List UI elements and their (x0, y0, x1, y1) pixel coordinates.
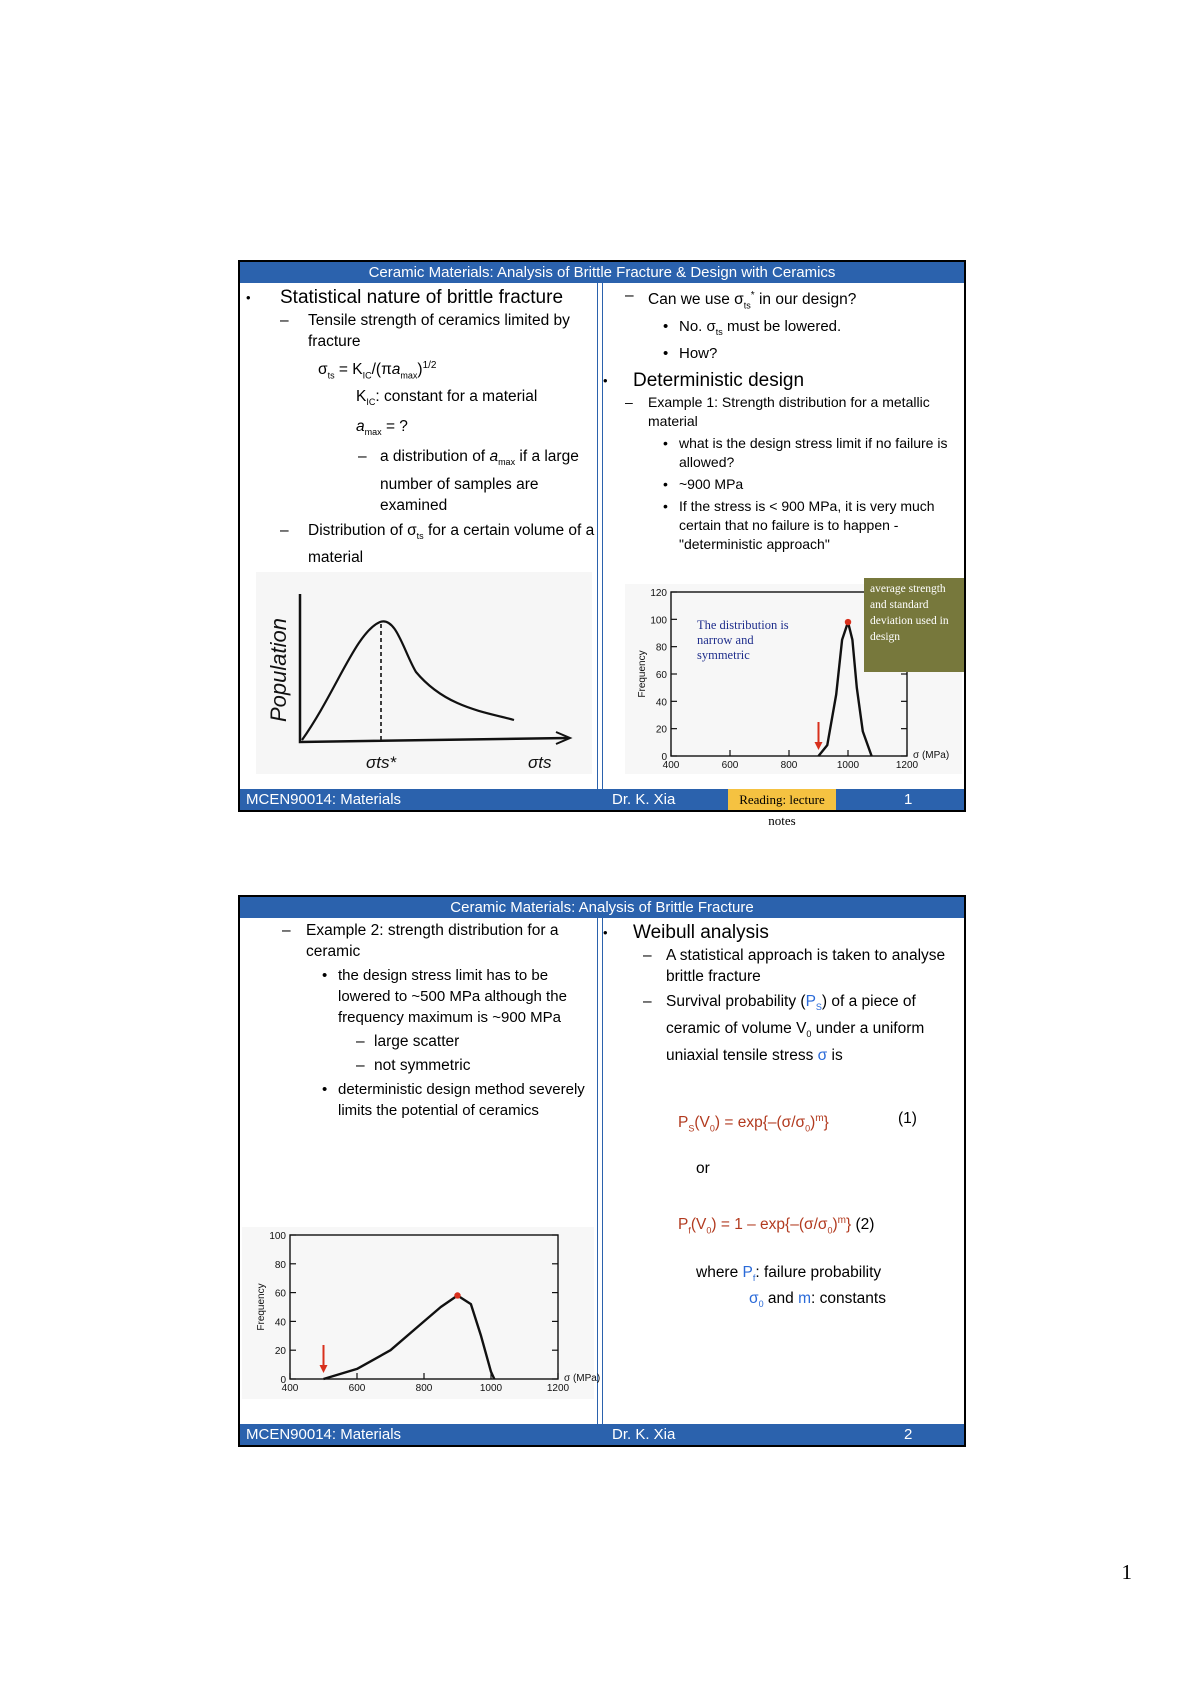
population-sketch (256, 572, 592, 774)
x-axis-label: σ (MPa) (913, 750, 950, 761)
footer-slide-number: 2 (904, 1426, 913, 1443)
peak-marker (454, 1292, 460, 1298)
y-tick-label: 120 (650, 588, 667, 599)
certainty-line: • If the stress is < 900 MPa, it is very much certain that no failure is to happen - "deterministic approach" (663, 498, 935, 553)
y-tick-label: 0 (280, 1375, 286, 1386)
no-line: • No. $\sigma_{ts}$ must be lowered. (663, 318, 842, 338)
y-axis-label: Frequency (256, 1283, 267, 1331)
peak-marker (845, 619, 851, 625)
x-tick-label: 1000 (836, 760, 860, 771)
where-line: where $P_f$: failure probability (696, 1264, 882, 1284)
footer-course: MCEN90014: Materials (246, 1426, 402, 1443)
design-limit-line: • the design stress limit has to be lowered to ~500 MPa although the frequency maximum is ~900 MPa (322, 967, 567, 1026)
sketch-x2-label: σts (528, 753, 552, 772)
slide-footer (240, 789, 964, 828)
chart-note: The distribution is narrow and symmetric (697, 618, 789, 662)
y-tick-label: 20 (274, 1346, 286, 1358)
design-limit-line: • what is the design stress limit if no failure is allowed? (663, 435, 948, 471)
footer-author: Dr. K. Xia (612, 1426, 676, 1443)
distribution-line: – a distribution of $a_{max}$ if a large number of samples are examined (358, 448, 579, 514)
or-line: or (696, 1160, 710, 1177)
sketch-ylabel: Population (266, 618, 291, 722)
slide-1 (238, 260, 966, 828)
kic-line: $K_{IC}$: constant for a material (356, 388, 538, 408)
design-limit-arrowhead (320, 1365, 328, 1373)
y-tick-label: 100 (650, 615, 667, 627)
footer-course: MCEN90014: Materials (246, 791, 402, 808)
scatter-line: – large scatter (356, 1033, 460, 1050)
bullet-deterministic: • Deterministic design (603, 370, 805, 392)
bullet-distribution: – Distribution of $\sigma_{ts}$ for a certain volume of a material (280, 521, 595, 566)
y-tick-label: 80 (655, 642, 667, 654)
value-line: • ~900 MPa (663, 476, 744, 493)
x-tick-label: 1200 (895, 760, 919, 771)
series-line (324, 1296, 495, 1380)
slide-2 (238, 895, 966, 1447)
page-number: 1 (1121, 1560, 1132, 1584)
y-tick-label: 40 (655, 697, 667, 709)
x-tick-label: 400 (662, 760, 680, 771)
y-tick-label: 0 (661, 752, 667, 763)
survival-line: – Survival probability $(P_S)$ of a piece of ceramic of volume $V_0$ under a uniform uniaxial tensile stress σ is (643, 993, 925, 1065)
x-tick-label: 800 (780, 760, 798, 771)
equation-2: $P_f(V_0) = 1 - \exp\{-(\sigma/\sigma_0)^m\}$ (2) (678, 1215, 875, 1236)
x-axis-label: σ (MPa) (564, 1373, 601, 1384)
deterministic-line: • deterministic design method severely limits the potential of ceramics (322, 1081, 585, 1119)
olive-note: average strength and standard deviation used in design (864, 578, 964, 672)
x-tick-label: 800 (415, 1383, 433, 1394)
bullet-weibull: • Weibull analysis (603, 922, 769, 943)
right-column (603, 285, 966, 554)
slide-title: Ceramic Materials: Analysis of Brittle Fracture (240, 897, 964, 918)
symmetric-line: – not symmetric (356, 1057, 471, 1074)
x-tick-label: 600 (348, 1383, 366, 1394)
slide-footer (240, 1424, 964, 1445)
left-column (240, 285, 595, 568)
left-column (240, 920, 595, 1121)
y-tick-label: 40 (274, 1317, 286, 1329)
right-column (603, 920, 966, 1310)
y-axis-label: Frequency (637, 650, 648, 698)
design-limit-arrowhead (815, 742, 823, 750)
frequency-chart-2 (242, 1227, 601, 1399)
y-tick-label: 60 (655, 670, 667, 681)
bullet-tensile: – Tensile strength of ceramics limited by fracture (280, 312, 570, 350)
y-tick-label: 20 (655, 724, 667, 736)
bullet-statistical: • Statistical nature of brittle fracture (246, 287, 564, 308)
amax-line: $a_{max}$ = ? (356, 418, 408, 438)
how-line: • How? (663, 345, 718, 363)
statistical-line: – A statistical approach is taken to analyse brittle fracture (643, 947, 946, 985)
example2-line: – Example 2: strength distribution for a ceramic (282, 922, 559, 960)
question-line: – Can we use $\sigma_{ts}^*$ in our design? (625, 287, 857, 311)
y-tick-label: 100 (269, 1231, 286, 1242)
plot-frame (290, 1235, 558, 1379)
footer-author: Dr. K. Xia (612, 791, 676, 808)
y-tick-label: 80 (274, 1259, 286, 1271)
x-tick-label: 600 (721, 760, 739, 771)
y-tick-label: 60 (274, 1288, 286, 1300)
footer-reading: Reading: lecture notes (728, 789, 836, 810)
footer-slide-number: 1 (904, 791, 913, 808)
x-tick-label: 1000 (479, 1383, 503, 1394)
equation-1: $P_S(V_0) = \exp\{-(\sigma/\sigma_0)^m\}$ (1) (678, 1110, 917, 1134)
formula-strength: $\sigma_{ts} = K_{IC}/(\pi a_{max})^{1/2}$ (318, 360, 437, 381)
example1-line: – Example 1: Strength distribution for a metallic material (625, 394, 930, 430)
slide-title: Ceramic Materials: Analysis of Brittle Fracture & Design with Ceramics (240, 262, 964, 283)
sketch-x1-label: σts* (366, 753, 397, 772)
x-tick-label: 1200 (546, 1383, 570, 1394)
constants-line: $\sigma_0$ and m: constants (749, 1290, 886, 1310)
x-tick-label: 400 (281, 1383, 299, 1394)
